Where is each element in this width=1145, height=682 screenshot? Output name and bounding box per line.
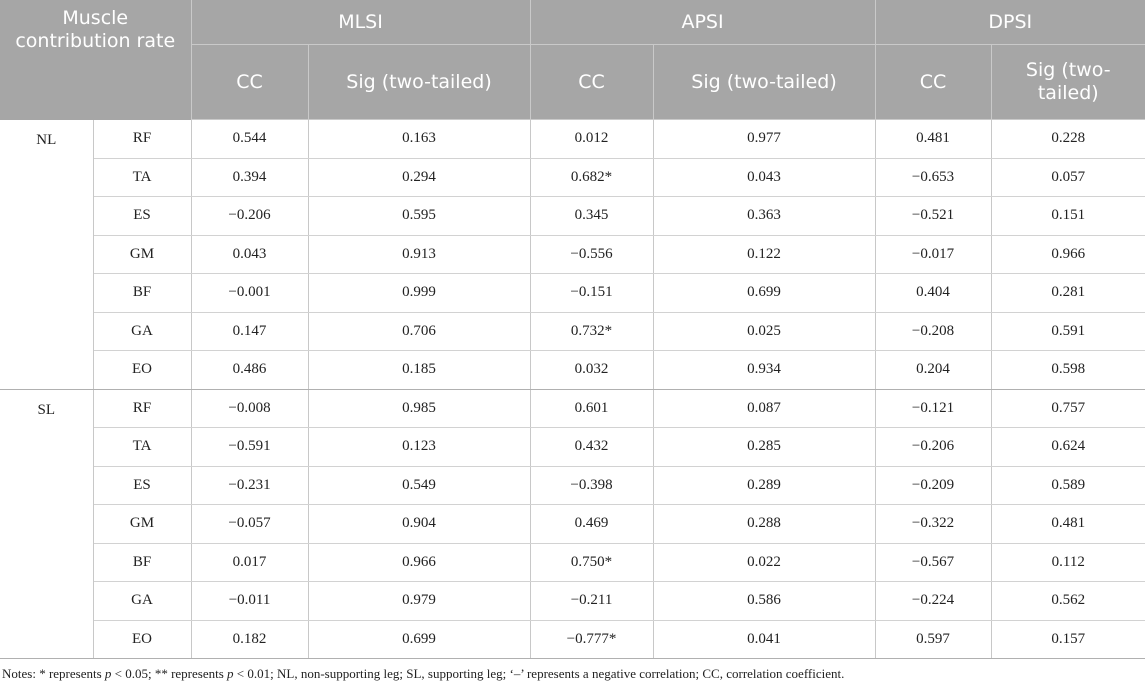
value-cell: 0.486 (191, 351, 308, 390)
value-cell: 0.032 (530, 351, 653, 390)
value-cell: 0.204 (875, 351, 991, 390)
subheader-mlsi-cc: CC (191, 45, 308, 120)
muscle-label: GA (93, 582, 191, 621)
value-cell: 0.163 (308, 120, 530, 159)
value-cell: 0.185 (308, 351, 530, 390)
table-row (0, 505, 1145, 544)
value-cell: 0.281 (991, 274, 1145, 313)
value-cell: 0.151 (991, 197, 1145, 236)
value-cell: −0.591 (191, 428, 308, 467)
muscle-label: RF (93, 389, 191, 428)
group-header-apsi: APSI (530, 0, 875, 45)
value-cell: 0.043 (191, 235, 308, 274)
value-cell: −0.211 (530, 582, 653, 621)
muscle-label: GM (93, 235, 191, 274)
value-cell: 0.624 (991, 428, 1145, 467)
notes-mid-1: < 0.05; ** represents (111, 666, 228, 681)
value-cell: −0.208 (875, 312, 991, 351)
notes-p-symbol-1: p (104, 666, 112, 681)
value-cell: −0.521 (875, 197, 991, 236)
value-cell: 0.706 (308, 312, 530, 351)
table-row (0, 466, 1145, 505)
value-cell: 0.394 (191, 158, 308, 197)
value-cell: 0.586 (653, 582, 875, 621)
value-cell: 0.294 (308, 158, 530, 197)
value-cell: 0.147 (191, 312, 308, 351)
table-row (0, 274, 1145, 313)
value-cell: 0.057 (991, 158, 1145, 197)
value-cell: 0.699 (308, 620, 530, 659)
muscle-label: BF (93, 274, 191, 313)
value-cell: 0.977 (653, 120, 875, 159)
value-cell: 0.732* (530, 312, 653, 351)
value-cell: −0.001 (191, 274, 308, 313)
value-cell: 0.122 (653, 235, 875, 274)
value-cell: 0.750* (530, 543, 653, 582)
value-cell: −0.567 (875, 543, 991, 582)
group-label: SL (0, 389, 93, 659)
muscle-label: EO (93, 620, 191, 659)
value-cell: −0.008 (191, 389, 308, 428)
muscle-label: GA (93, 312, 191, 351)
table-row (0, 351, 1145, 390)
value-cell: −0.556 (530, 235, 653, 274)
value-cell: 0.699 (653, 274, 875, 313)
notes-prefix: Notes: * represents (2, 666, 105, 681)
value-cell: 0.934 (653, 351, 875, 390)
value-cell: −0.206 (191, 197, 308, 236)
value-cell: 0.985 (308, 389, 530, 428)
value-cell: 0.589 (991, 466, 1145, 505)
value-cell: 0.404 (875, 274, 991, 313)
value-cell: 0.112 (991, 543, 1145, 582)
value-cell: 0.288 (653, 505, 875, 544)
value-cell: −0.653 (875, 158, 991, 197)
value-cell: −0.151 (530, 274, 653, 313)
table-row (0, 428, 1145, 467)
value-cell: −0.224 (875, 582, 991, 621)
muscle-label: TA (93, 158, 191, 197)
value-cell: −0.398 (530, 466, 653, 505)
value-cell: 0.285 (653, 428, 875, 467)
subheader-mlsi-sig: Sig (two-tailed) (308, 45, 530, 120)
group-label: NL (0, 120, 93, 390)
value-cell: −0.231 (191, 466, 308, 505)
notes-mid-2: < 0.01; NL, non-supporting leg; SL, supporting leg; ‘–’ represents a negative correlation; CC, correlation coefficient. (233, 666, 845, 681)
table-row (0, 120, 1145, 159)
value-cell: 0.544 (191, 120, 308, 159)
value-cell: 0.979 (308, 582, 530, 621)
value-cell: 0.999 (308, 274, 530, 313)
value-cell: −0.121 (875, 389, 991, 428)
value-cell: 0.022 (653, 543, 875, 582)
subheader-apsi-cc: CC (530, 45, 653, 120)
value-cell: 0.481 (875, 120, 991, 159)
notes-p-symbol-2: p (227, 666, 234, 681)
value-cell: 0.549 (308, 466, 530, 505)
value-cell: 0.966 (308, 543, 530, 582)
table-row (0, 389, 1145, 428)
subheader-dpsi-cc: CC (875, 45, 991, 120)
value-cell: −0.017 (875, 235, 991, 274)
table-row (0, 582, 1145, 621)
value-cell: 0.913 (308, 235, 530, 274)
subheader-apsi-sig: Sig (two-tailed) (653, 45, 875, 120)
value-cell: 0.363 (653, 197, 875, 236)
value-cell: 0.043 (653, 158, 875, 197)
value-cell: 0.757 (991, 389, 1145, 428)
muscle-label: ES (93, 197, 191, 236)
value-cell: 0.682* (530, 158, 653, 197)
value-cell: −0.209 (875, 466, 991, 505)
muscle-label: BF (93, 543, 191, 582)
muscle-label: EO (93, 351, 191, 390)
table-row (0, 312, 1145, 351)
value-cell: 0.904 (308, 505, 530, 544)
table-row (0, 235, 1145, 274)
value-cell: 0.012 (530, 120, 653, 159)
value-cell: 0.087 (653, 389, 875, 428)
value-cell: 0.601 (530, 389, 653, 428)
value-cell: 0.591 (991, 312, 1145, 351)
muscle-label: ES (93, 466, 191, 505)
value-cell: 0.123 (308, 428, 530, 467)
value-cell: −0.777* (530, 620, 653, 659)
value-cell: 0.345 (530, 197, 653, 236)
value-cell: 0.025 (653, 312, 875, 351)
value-cell: 0.562 (991, 582, 1145, 621)
table-notes (2, 666, 844, 682)
group-header-dpsi: DPSI (875, 0, 1145, 45)
value-cell: 0.289 (653, 466, 875, 505)
value-cell: 0.017 (191, 543, 308, 582)
value-cell: −0.322 (875, 505, 991, 544)
value-cell: 0.432 (530, 428, 653, 467)
value-cell: 0.598 (991, 351, 1145, 390)
value-cell: 0.041 (653, 620, 875, 659)
header-row-groups (0, 0, 1145, 45)
value-cell: 0.469 (530, 505, 653, 544)
value-cell: 0.157 (991, 620, 1145, 659)
table-row (0, 158, 1145, 197)
value-cell: −0.011 (191, 582, 308, 621)
muscle-label: TA (93, 428, 191, 467)
value-cell: 0.966 (991, 235, 1145, 274)
table-body (0, 120, 1145, 659)
group-header-mlsi: MLSI (191, 0, 530, 45)
table-row (0, 543, 1145, 582)
value-cell: 0.182 (191, 620, 308, 659)
muscle-label: RF (93, 120, 191, 159)
value-cell: 0.597 (875, 620, 991, 659)
value-cell: 0.481 (991, 505, 1145, 544)
value-cell: −0.057 (191, 505, 308, 544)
table-row (0, 620, 1145, 659)
corner-header: Muscle contribution rate (0, 0, 191, 120)
value-cell: −0.206 (875, 428, 991, 467)
value-cell: 0.595 (308, 197, 530, 236)
subheader-dpsi-sig: Sig (two-tailed) (991, 45, 1145, 120)
table-row (0, 197, 1145, 236)
value-cell: 0.228 (991, 120, 1145, 159)
muscle-label: GM (93, 505, 191, 544)
